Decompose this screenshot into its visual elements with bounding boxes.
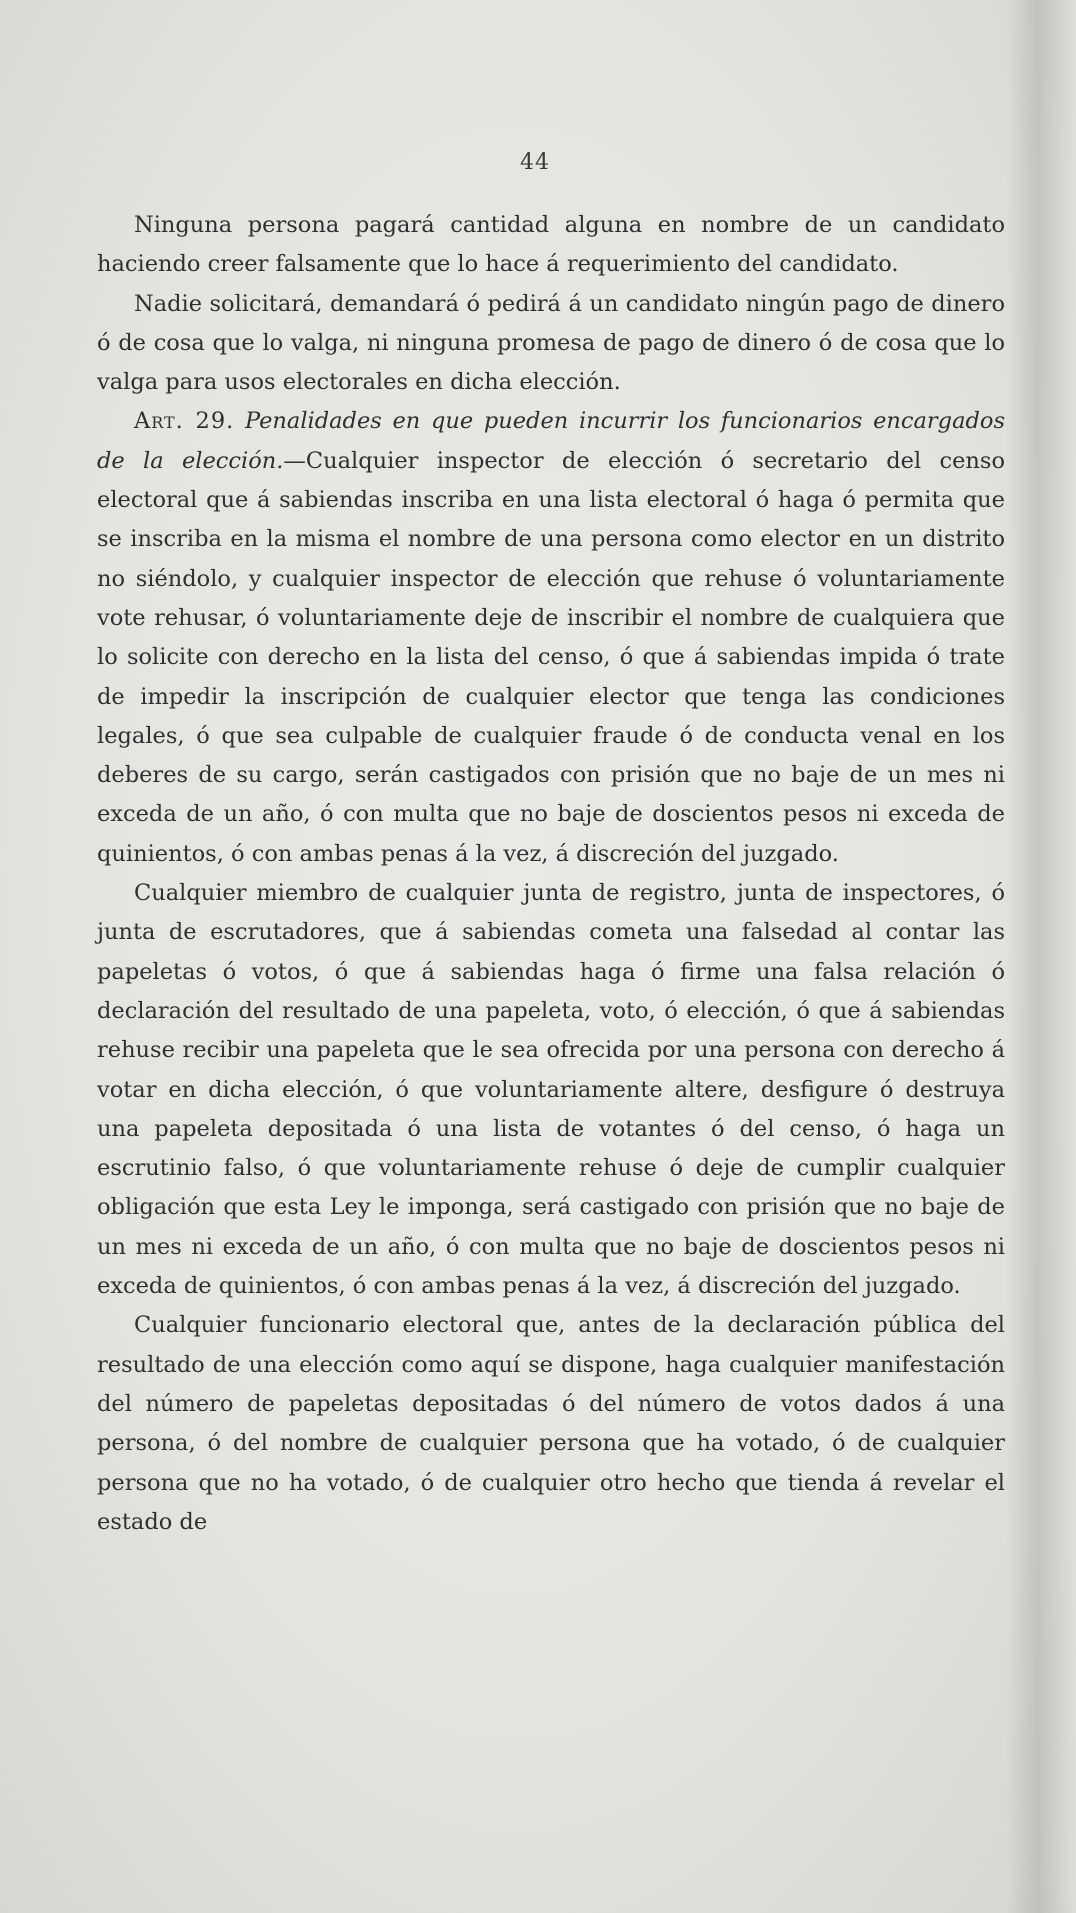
paragraph-5: Cualquier funcionario electoral que, antes de la declaración pública del resultado de una elección como aquí se dispone, haga cualquier manifestación del número de papeletas depositadas ó del número de votos dados á una persona, ó del nombre de cualquier persona que ha votado, ó de cualquier persona que no ha votado, ó de cualquier otro hecho que tienda á revelar el estado de [97, 1312, 1005, 1535]
article-heading: Penalidades en que pueden incurrir los funcionarios encargados de la elección. [97, 408, 1005, 474]
page-number: 44 [520, 150, 550, 175]
article-label: Art. 29. [134, 408, 235, 435]
paragraph-2: Nadie solicitará, demandará ó pedirá á un candidato ningún pago de dinero ó de cosa que lo valga, ni ninguna promesa de pago de dinero ó de cosa que lo valga para usos electorales en dicha elección. [97, 290, 1005, 396]
article-text: —Cualquier inspector de elección ó secretario del censo electoral que á sabiendas inscriba en una lista electoral ó haga ó permita que se inscriba en la misma el nombre de una persona como elector en un distrito no siéndolo, y cualquier inspector de elección que rehuse ó voluntariamente vote rehusar, ó voluntariamente deje de inscribir el nombre de cualquiera que lo solicite con derecho en la lista del censo, ó que á sabiendas impida ó trate de impedir la inscripción de cualquier elector que tenga las condiciones legales, ó que sea culpable de cualquier fraude ó de conducta venal en los deberes de su cargo, serán castigados con prisión que no baje de un mes ni exceda de un año, ó con multa que no baje de doscientos pesos ni exceda de quinientos, ó con ambas penas á la vez, á discreción del juzgado. [97, 447, 1005, 867]
paragraph-4: Cualquier miembro de cualquier junta de registro, junta de inspectores, ó junta de escrutadores, que á sabiendas cometa una falsedad al contar las papeletas ó votos, ó que á sabiendas haga ó firme una falsa relación ó declaración del resultado de una papeleta, voto, ó elección, ó que á sabiendas rehuse recibir una papeleta que le sea ofrecida por una persona con derecho á votar en dicha elección, ó que voluntariamente altere, desfigure ó destruya una papeleta depositada ó una lista de votantes ó del censo, ó haga un escrutinio falso, ó que voluntariamente rehuse ó deje de cumplir cualquier obligación que esta Ley le imponga, será castigado con prisión que no baje de un mes ni exceda de un año, ó con multa que no baje de doscientos pesos ni exceda de quinientos, ó con ambas penas á la vez, á discreción del juzgado. [97, 880, 1005, 1300]
paragraph-1: Ninguna persona pagará cantidad alguna en nombre de un candidato haciendo creer falsamente que lo hace á requerimiento del candidato. [97, 212, 1005, 278]
page-edge-shadow [1006, 0, 1076, 1913]
paragraph-article-29 [97, 402, 1005, 874]
body-text [97, 206, 1005, 1542]
